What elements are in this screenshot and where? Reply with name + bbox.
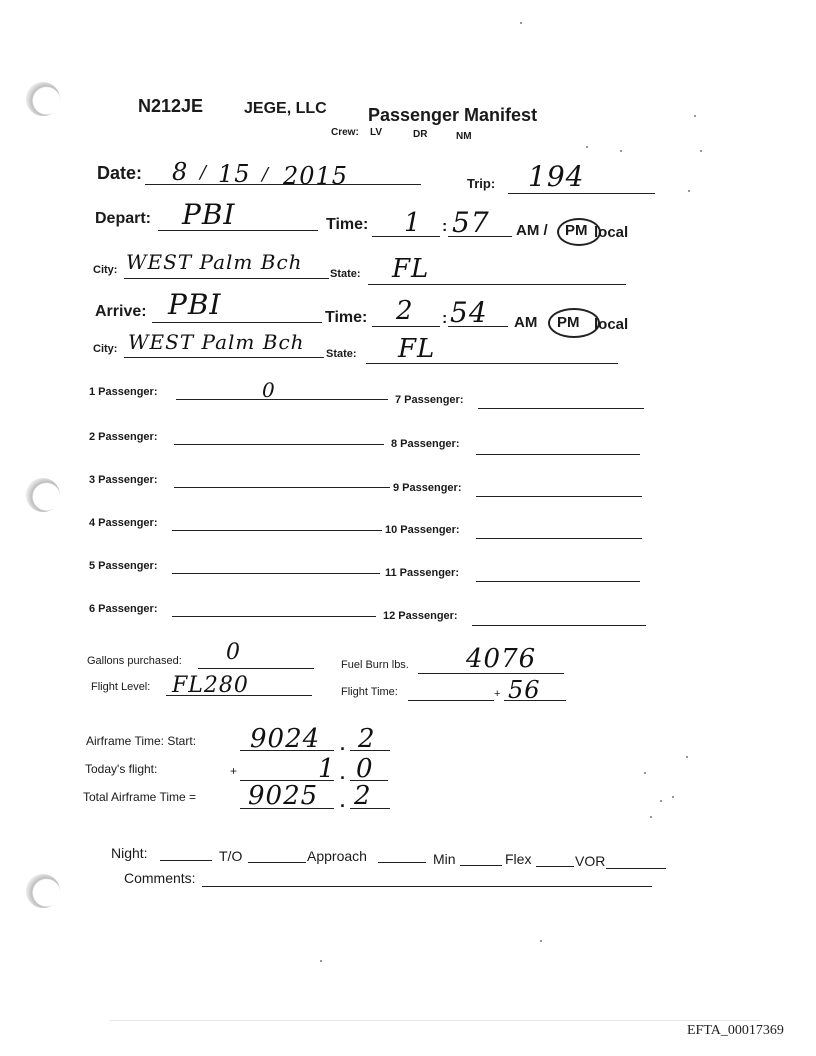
passenger-label-7: 7 Passenger:	[395, 394, 464, 406]
page-title: Passenger Manifest	[368, 105, 538, 125]
company-name: JEGE, LLC	[244, 100, 327, 117]
passenger-label-12: 12 Passenger:	[383, 610, 458, 622]
total-airframe-tenth: 2	[354, 781, 372, 811]
total-airframe-dot: .	[340, 791, 346, 811]
arrive-time-label: Time:	[325, 309, 368, 326]
crew-3: NM	[456, 131, 472, 142]
passenger-label-1: 1 Passenger:	[89, 386, 158, 398]
date-label: Date:	[97, 163, 143, 183]
flight-level-label: Flight Level:	[91, 681, 151, 693]
passenger-label-2: 2 Passenger:	[89, 431, 158, 443]
gallons-label: Gallons purchased:	[87, 655, 182, 667]
approach-label: Approach	[307, 848, 367, 864]
date-sep-1: /	[200, 162, 208, 183]
depart-hour: 1	[404, 208, 422, 238]
airframe-start-whole: 9024	[250, 724, 321, 754]
flex-label: Flex	[505, 851, 532, 867]
passenger-label-8: 8 Passenger:	[391, 438, 460, 450]
flight-level-value: FL280	[172, 673, 249, 698]
night-label: Night:	[111, 845, 148, 861]
passenger-label-11: 11 Passenger:	[385, 567, 459, 579]
crew-2: DR	[413, 129, 428, 140]
depart-minute: 57	[452, 206, 490, 239]
arrive-airport: PBI	[168, 288, 222, 321]
depart-label: Depart:	[95, 210, 152, 227]
tail-number: N212JE	[138, 96, 204, 116]
flight-time-plus: +	[494, 688, 501, 700]
todays-flight-whole: 1	[318, 754, 336, 784]
punch-hole-middle	[26, 478, 60, 512]
depart-local: local	[594, 224, 629, 241]
passenger-label-10: 10 Passenger:	[385, 524, 460, 536]
arrive-city: WEST Palm Bch	[128, 330, 305, 354]
gallons-value: 0	[226, 640, 241, 665]
total-airframe-whole: 9025	[248, 781, 319, 811]
passenger-1-value: 0	[262, 378, 276, 402]
arrive-minute: 54	[450, 296, 488, 329]
min-label: Min	[433, 851, 456, 867]
arrive-city-label: City:	[93, 343, 118, 355]
arrive-colon: :	[442, 310, 448, 327]
passenger-label-6: 6 Passenger:	[89, 603, 158, 615]
crew-label: Crew:	[331, 127, 359, 138]
todays-flight-plus: +	[230, 764, 238, 778]
arrive-label: Arrive:	[95, 303, 147, 320]
trip-label: Trip:	[467, 176, 496, 191]
arrive-pm: PM	[557, 314, 580, 331]
date-year: 2015	[283, 162, 349, 190]
date-sep-2: /	[262, 164, 270, 185]
trip-value: 194	[528, 160, 585, 193]
fuel-burn-value: 4076	[466, 644, 537, 674]
date-day: 15	[218, 160, 251, 188]
passenger-label-9: 9 Passenger:	[393, 482, 462, 494]
airframe-start-dot: .	[340, 734, 346, 754]
flight-time-label: Flight Time:	[341, 686, 398, 698]
to-label: T/O	[219, 848, 243, 864]
airframe-start-tenth: 2	[358, 724, 376, 754]
fuel-burn-label: Fuel Burn lbs.	[341, 659, 409, 671]
todays-flight-tenth: 0	[356, 754, 374, 784]
total-airframe-label: Total Airframe Time =	[83, 790, 197, 804]
crew-1: LV	[370, 127, 383, 138]
depart-state: FL	[392, 254, 430, 284]
passenger-label-4: 4 Passenger:	[89, 517, 158, 529]
depart-state-label: State:	[330, 268, 361, 280]
todays-flight-dot: .	[340, 763, 346, 783]
comments-label: Comments:	[124, 870, 196, 886]
arrive-hour: 2	[396, 296, 414, 326]
depart-pm: PM	[565, 222, 588, 239]
depart-airport: PBI	[182, 198, 236, 231]
document-id: EFTA_00017369	[687, 1023, 784, 1038]
arrive-local: local	[594, 316, 629, 333]
date-month: 8	[172, 158, 189, 186]
arrive-state-label: State:	[326, 348, 357, 360]
vor-label: VOR	[575, 853, 606, 869]
depart-colon: :	[442, 218, 448, 235]
arrive-am-label: AM	[514, 314, 538, 331]
passenger-label-5: 5 Passenger:	[89, 560, 158, 572]
punch-hole-top	[26, 82, 60, 116]
punch-hole-bottom	[26, 874, 60, 908]
todays-flight-label: Today's flight:	[85, 762, 158, 776]
depart-city: WEST Palm Bch	[126, 250, 303, 274]
passenger-label-3: 3 Passenger:	[89, 474, 158, 486]
depart-am-label: AM /	[516, 222, 548, 239]
depart-city-label: City:	[93, 264, 118, 276]
arrive-state: FL	[398, 334, 436, 364]
depart-time-label: Time:	[326, 216, 369, 233]
flight-time-value: 56	[508, 676, 541, 704]
airframe-start-label: Airframe Time: Start:	[86, 734, 197, 748]
